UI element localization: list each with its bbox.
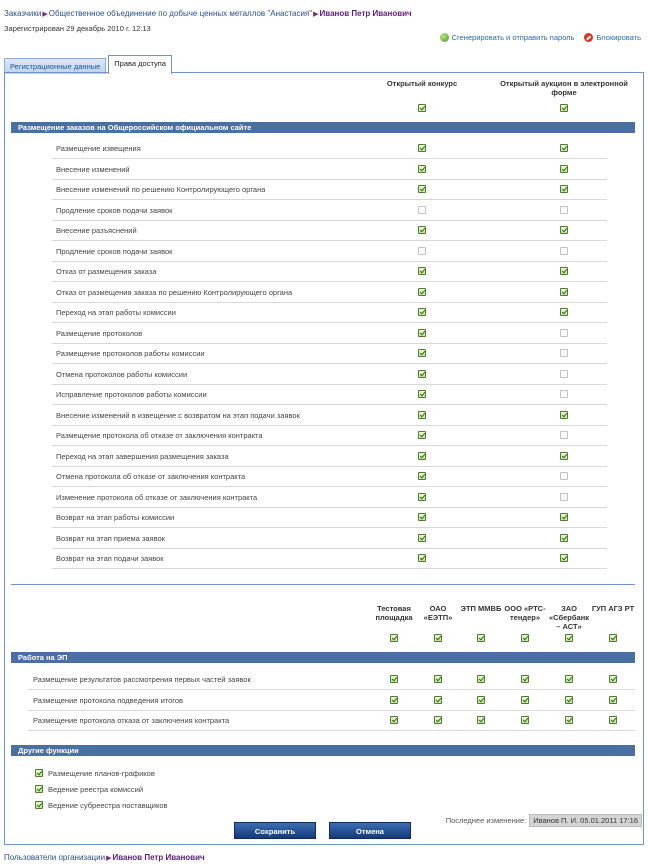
platform-header-2: ОАО «ЕЭТП»: [423, 604, 453, 622]
ep-permission-checkbox[interactable]: [477, 675, 485, 683]
row-divider: [52, 179, 607, 180]
block-user-button[interactable]: [584, 33, 641, 42]
row-divider: [52, 568, 607, 569]
permission-checkbox[interactable]: [560, 349, 568, 357]
tab-registration-data[interactable]: Регистрационные данные: [4, 58, 106, 74]
permission-checkbox[interactable]: [560, 493, 568, 501]
permission-checkbox[interactable]: [418, 206, 426, 214]
permission-label: Переход на этап работы комиссии: [56, 308, 176, 317]
permission-checkbox[interactable]: [418, 493, 426, 501]
select-all-checkbox[interactable]: [418, 104, 426, 112]
row-divider: [52, 527, 607, 528]
permission-checkbox[interactable]: [418, 165, 426, 173]
permission-checkbox[interactable]: [560, 452, 568, 460]
permission-checkbox[interactable]: [418, 452, 426, 460]
section-title-ep-work: Работа на ЭП: [11, 652, 635, 663]
generate-password-label: Сгенерировать и отправить пароль: [451, 33, 575, 42]
select-all-platform-checkbox[interactable]: [565, 634, 573, 642]
breadcrumb-separator-icon: ▶: [42, 11, 48, 18]
permission-label: Внесение изменений в извещение с возвратом на этап подачи заявок: [56, 410, 300, 420]
ep-permission-checkbox[interactable]: [477, 716, 485, 724]
permission-checkbox[interactable]: [418, 513, 426, 521]
permission-label: Внесение изменений по решению Контролирующего органа: [56, 185, 266, 194]
permission-checkbox[interactable]: [418, 267, 426, 275]
last-change-value: Иванов П. И. 05.01.2011 17:16: [529, 814, 642, 827]
permission-checkbox[interactable]: [560, 267, 568, 275]
ep-permission-checkbox[interactable]: [565, 716, 573, 724]
other-function-checkbox[interactable]: [35, 801, 43, 809]
row-divider: [52, 240, 607, 241]
permission-label: Отказ от размещения заказа: [56, 267, 157, 276]
row-divider: [52, 486, 607, 487]
permission-checkbox[interactable]: [560, 288, 568, 296]
breadcrumb-link-customers[interactable]: Заказчики: [4, 9, 42, 18]
permission-checkbox[interactable]: [560, 472, 568, 480]
ep-permission-checkbox[interactable]: [434, 675, 442, 683]
breadcrumb: [4, 9, 412, 18]
platform-header-1: Тестовая площадка: [375, 604, 413, 622]
breadcrumb-separator-icon: ▶: [313, 11, 319, 18]
row-divider: [52, 466, 607, 467]
section-title-other-functions: Другие функции: [11, 745, 635, 756]
permission-label: Продление сроков подачи заявок: [56, 205, 173, 215]
permission-label: Изменение протокола об отказе от заключения контракта: [56, 492, 258, 502]
permission-checkbox[interactable]: [560, 554, 568, 562]
ep-permission-checkbox[interactable]: [521, 696, 529, 704]
section-title-official-site: Размещение заказов на Общероссийском официальном сайте: [11, 122, 635, 133]
row-divider: [52, 363, 607, 364]
row-divider: [52, 384, 607, 385]
permission-checkbox[interactable]: [418, 390, 426, 398]
cancel-button[interactable]: Отмена: [329, 822, 411, 839]
platform-header-3: ЭТП ММВБ: [460, 604, 502, 613]
other-function-checkbox[interactable]: [35, 769, 43, 777]
permission-checkbox[interactable]: [560, 329, 568, 337]
generate-password-button[interactable]: [440, 33, 575, 42]
permission-checkbox[interactable]: [560, 411, 568, 419]
other-function-label: Ведение субреестра поставщиков: [48, 801, 168, 810]
ep-permission-checkbox[interactable]: [477, 696, 485, 704]
ep-permission-checkbox[interactable]: [390, 675, 398, 683]
permission-checkbox[interactable]: [560, 370, 568, 378]
permission-checkbox[interactable]: [418, 308, 426, 316]
breadcrumb-link-organization[interactable]: Общественное объединение по добыче ценных металлов "Анастасия": [48, 9, 313, 18]
permission-checkbox[interactable]: [560, 513, 568, 521]
permission-label: Отмена протокола об отказе от заключения контракта: [56, 472, 246, 481]
breadcrumb-separator-icon: ▶: [106, 855, 112, 862]
select-all-platform-checkbox[interactable]: [521, 634, 529, 642]
row-divider: [52, 548, 607, 549]
permission-checkbox[interactable]: [418, 411, 426, 419]
row-divider: [52, 322, 607, 323]
permission-checkbox[interactable]: [418, 472, 426, 480]
row-divider: [52, 199, 607, 200]
permission-label: Внесение разъяснений: [56, 226, 137, 235]
permission-checkbox[interactable]: [418, 288, 426, 296]
ep-permission-checkbox[interactable]: [390, 696, 398, 704]
permission-label: Продление сроков подачи заявок: [56, 246, 173, 256]
footer-link-org-users[interactable]: Пользователи организации: [4, 853, 106, 862]
permission-checkbox[interactable]: [418, 534, 426, 542]
ep-permission-label: Размещение протокола отказа от заключения контракта: [33, 716, 230, 725]
permission-checkbox[interactable]: [418, 185, 426, 193]
row-divider: [52, 220, 607, 221]
ep-permission-checkbox[interactable]: [609, 675, 617, 683]
permission-checkbox[interactable]: [418, 431, 426, 439]
permission-checkbox[interactable]: [560, 308, 568, 316]
block-icon: [584, 33, 593, 42]
ep-permission-checkbox[interactable]: [565, 675, 573, 683]
platform-header-6: ГУП АГЗ РТ: [591, 604, 635, 613]
permission-checkbox[interactable]: [418, 247, 426, 255]
permission-label: Внесение изменений: [56, 164, 130, 174]
block-user-label: Блокировать: [596, 33, 641, 42]
save-button[interactable]: Сохранить: [234, 822, 316, 839]
permission-checkbox[interactable]: [418, 349, 426, 357]
permission-checkbox[interactable]: [560, 534, 568, 542]
row-divider: [52, 404, 607, 405]
section-divider: [11, 584, 635, 585]
last-change-label: Последнее изменение:: [445, 816, 527, 825]
permission-checkbox[interactable]: [560, 144, 568, 152]
ep-permission-checkbox[interactable]: [609, 696, 617, 704]
permission-label: Исправление протоколов работы комиссии: [56, 390, 207, 399]
select-all-platform-checkbox[interactable]: [609, 634, 617, 642]
permission-checkbox[interactable]: [418, 226, 426, 234]
row-divider: [52, 507, 607, 508]
ep-permission-checkbox[interactable]: [521, 716, 529, 724]
column-header-2: Открытый аукцион в электронной форме: [500, 79, 628, 97]
ep-permission-checkbox[interactable]: [434, 696, 442, 704]
row-divider: [52, 302, 607, 303]
other-function-label: Размещение планов-графиков: [48, 769, 155, 778]
other-function-checkbox[interactable]: [35, 785, 43, 793]
select-all-platform-checkbox[interactable]: [434, 634, 442, 642]
column-header-1: Открытый конкурс: [386, 79, 458, 88]
select-all-platform-checkbox[interactable]: [477, 634, 485, 642]
permission-label: Возврат на этап приема заявок: [56, 533, 165, 543]
permission-checkbox[interactable]: [560, 185, 568, 193]
permission-label: Размещение протокола об отказе от заключения контракта: [56, 431, 263, 440]
tab-access-rights[interactable]: Права доступа: [108, 55, 172, 74]
registration-date: Зарегистрирован 29 декабрь 2010 г. 12:13: [4, 24, 151, 33]
ep-permission-checkbox[interactable]: [521, 675, 529, 683]
row-divider: [52, 445, 607, 446]
permission-label: Возврат на этап подачи заявок: [56, 554, 164, 563]
permission-label: Отказ от размещения заказа по решению Контролирующего органа: [56, 287, 293, 297]
permission-label: Возврат на этап работы комиссии: [56, 513, 175, 522]
row-divider: [52, 425, 607, 426]
row-divider: [52, 343, 607, 344]
permission-label: Размещение протоколов работы комиссии: [56, 349, 205, 358]
permission-checkbox[interactable]: [560, 226, 568, 234]
user-actions: [440, 33, 641, 42]
row-divider: [52, 261, 607, 262]
permission-checkbox[interactable]: [418, 370, 426, 378]
ep-permission-checkbox[interactable]: [390, 716, 398, 724]
footer-current-user: Иванов Петр Иванович: [112, 853, 205, 862]
generate-icon: [440, 33, 449, 42]
row-divider: [28, 710, 635, 711]
permission-checkbox[interactable]: [418, 554, 426, 562]
last-change: [446, 814, 642, 827]
ep-permission-label: Размещение результатов рассмотрения первых частей заявок: [33, 675, 251, 684]
ep-permission-checkbox[interactable]: [609, 716, 617, 724]
permission-label: Размещение протоколов: [56, 328, 143, 338]
permission-label: Размещение извещения: [56, 144, 141, 153]
permission-checkbox[interactable]: [560, 206, 568, 214]
row-divider: [28, 689, 635, 690]
select-all-checkbox[interactable]: [560, 104, 568, 112]
platform-header-5: ЗАО «Сбербанк – АСТ»: [549, 604, 589, 631]
permission-label: Отмена протоколов работы комиссии: [56, 369, 188, 379]
permission-checkbox[interactable]: [560, 165, 568, 173]
permission-checkbox[interactable]: [560, 390, 568, 398]
permission-checkbox[interactable]: [560, 247, 568, 255]
permission-checkbox[interactable]: [560, 431, 568, 439]
permission-label: Переход на этап завершения размещения заказа: [56, 451, 229, 461]
platform-header-4: ООО «РТС-тендер»: [504, 604, 546, 622]
row-divider: [28, 730, 635, 731]
row-divider: [52, 281, 607, 282]
breadcrumb-current-user: Иванов Петр Иванович: [319, 9, 412, 18]
ep-permission-label: Размещение протокола подведения итогов: [33, 695, 184, 705]
permission-checkbox[interactable]: [418, 329, 426, 337]
select-all-platform-checkbox[interactable]: [390, 634, 398, 642]
ep-permission-checkbox[interactable]: [565, 696, 573, 704]
other-function-label: Ведение реестра комиссий: [48, 785, 144, 794]
footer-breadcrumb: [4, 853, 205, 862]
ep-permission-checkbox[interactable]: [434, 716, 442, 724]
permission-checkbox[interactable]: [418, 144, 426, 152]
row-divider: [52, 158, 607, 159]
